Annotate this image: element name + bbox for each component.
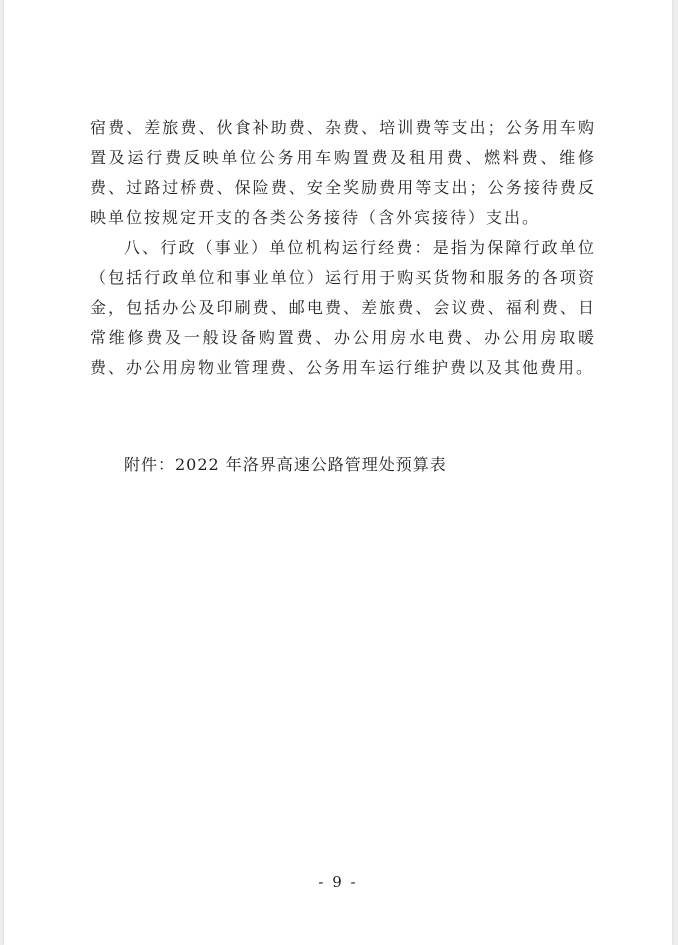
- paragraph-expense-definitions: 宿费、差旅费、伙食补助费、杂费、培训费等支出；公务用车购置及运行费反映单位公务用车购置费及租用费、燃料费、维修费、过路过桥费、保险费、安全奖励费用等支出；公务接待费反映单位按规定开支的各类公务接待（含外宾接待）支出。: [90, 118, 596, 227]
- document-body: [90, 113, 596, 383]
- page-number: - 9 -: [318, 873, 358, 891]
- document-page: [4, 0, 672, 945]
- attachment-note: 附件：2022 年洛界高速公路管理处预算表: [124, 455, 447, 474]
- paragraph-operating-expenses: 八、行政（事业）单位机构运行经费：是指为保障行政单位（包括行政单位和事业单位）运行用于购买货物和服务的各项资金，包括办公及印刷费、邮电费、差旅费、会议费、福利费、日常维修费及一般设备购置费、办公用房水电费、办公用房取暖费、办公用房物业管理费、公务用车运行维护费以及其他费用。: [90, 238, 596, 377]
